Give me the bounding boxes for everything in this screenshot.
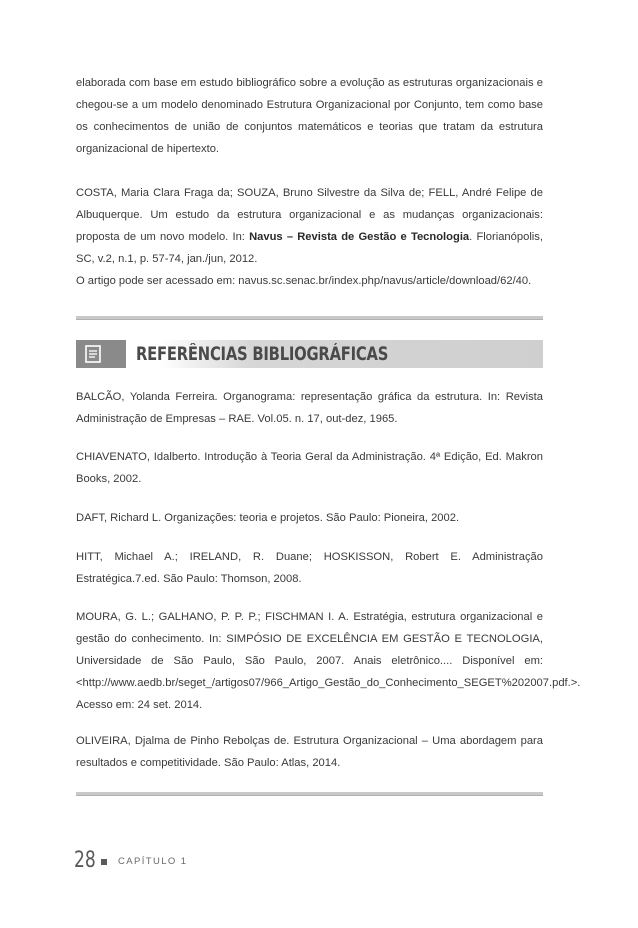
costa-citation-prefix: COSTA, Maria Clara Fraga da; SOUZA, Bruno Silvestre da Silva de; FELL, André Felipe de Albuquerque. Um estudo da estrutura organizacional e as mudanças organizacionais: proposta de um novo modelo. In: xyxy=(76,187,543,243)
document-icon xyxy=(76,340,126,368)
section-icon-box xyxy=(76,340,126,368)
ref-chiavenato xyxy=(76,446,543,490)
intro-paragraph xyxy=(76,72,543,160)
footer-square-icon xyxy=(101,859,107,865)
divider-bottom xyxy=(76,792,543,796)
reference-entry: OLIVEIRA, Djalma de Pinho Rebolças de. Estrutura Organizacional – Uma abordagem para resultados e competitividade. São Paulo: Atlas, 2014. xyxy=(76,735,543,769)
reference-entry: MOURA, G. L.; GALHANO, P. P. P.; FISCHMAN I. A. Estratégia, estrutura organizacional e gestão do conhecimento. In: SIMPÓSIO DE EXCELÊNCIA EM GESTÃO E TECNOLOGIA, Universidade de São Paulo, São Paulo, 2007. Anais eletrônico.... Disponível em: <http://www.aedb.br/seget_/artigos07/966_Artigo_Gestão_do_Conhecimento_SEGET%202007.pdf.>. Acesso em: 24 set. 2014. xyxy=(76,611,581,711)
ref-daft xyxy=(76,507,543,529)
reference-entry: BALCÃO, Yolanda Ferreira. Organograma: representação gráfica da estrutura. In: Revista Administração de Empresas – RAE. Vol.05. n. 17, out-dez, 1965. xyxy=(76,391,543,425)
intro-text: elaborada com base em estudo bibliográfico sobre a evolução as estruturas organizacionais e chegou-se a um modelo denominado Estrutura Organizacional por Conjunto, tem como base os conhecimentos de união de conjuntos matemáticos e teorias que tratam da estrutura organizacional de hipertexto. xyxy=(76,77,543,155)
section-header xyxy=(76,340,543,368)
ref-balcao xyxy=(76,386,543,430)
section-title: REFERÊNCIAS BIBLIOGRÁFICAS xyxy=(136,344,389,365)
divider-top xyxy=(76,316,543,320)
chapter-label: CAPÍTULO 1 xyxy=(118,856,188,867)
costa-citation xyxy=(76,182,543,270)
costa-citation-suffix: . Florianópolis, SC, v.2, n.1, p. 57-74, jan./jun, 2012. xyxy=(76,231,543,265)
costa-access-note: O artigo pode ser acessado em: navus.sc.senac.br/index.php/navus/article/download/62/40. xyxy=(76,275,532,287)
page-number: 28 xyxy=(74,848,96,873)
reference-entry: CHIAVENATO, Idalberto. Introdução à Teoria Geral da Administração. 4ª Edição, Ed. Makron Books, 2002. xyxy=(76,451,543,485)
ref-moura xyxy=(76,606,581,716)
costa-reference xyxy=(76,182,543,292)
ref-hitt xyxy=(76,546,543,590)
reference-entry: HITT, Michael A.; IRELAND, R. Duane; HOSKISSON, Robert E. Administração Estratégica.7.ed. São Paulo: Thomson, 2008. xyxy=(76,551,543,585)
costa-journal-title: Navus – Revista de Gestão e Tecnologia xyxy=(249,231,470,243)
ref-oliveira xyxy=(76,730,543,774)
reference-entry: DAFT, Richard L. Organizações: teoria e projetos. São Paulo: Pioneira, 2002. xyxy=(76,512,460,524)
